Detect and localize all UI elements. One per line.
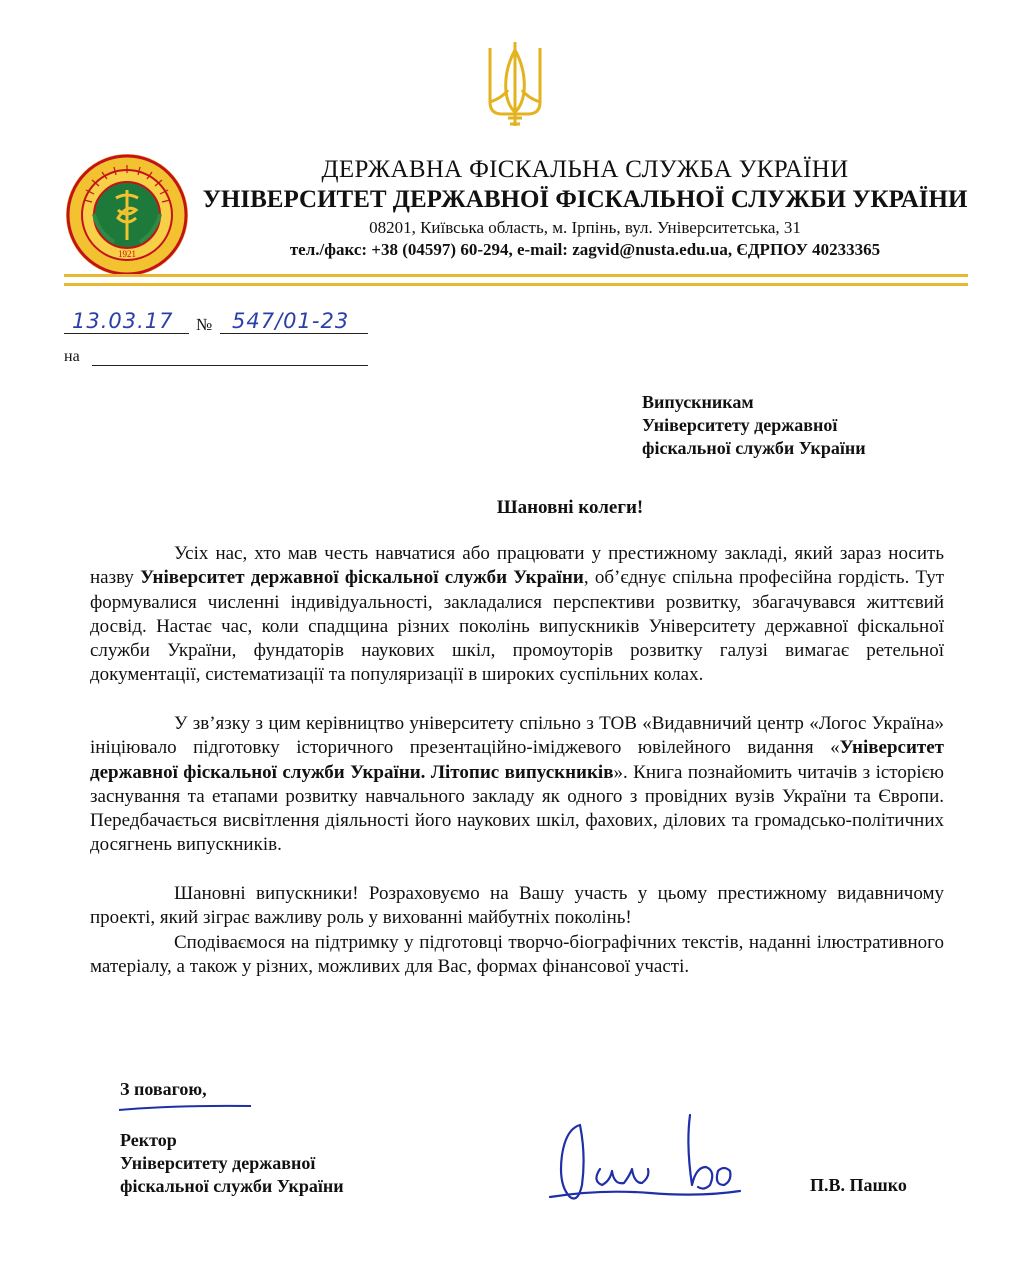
signatory-title: Ректор: [120, 1130, 177, 1150]
body-paragraph-1: Усіх нас, хто мав честь навчатися або працювати у престижному закладі, який зараз носить назву Університет державної фіскальної служби України, об’єднує спільна професійна гордість. Тут формувалися численні індивідуальності, закладалися перспективи розвитку, збагачувався життєвий досвід. Настає час, коли спадщина різних поколінь випускників Університету державної фіскальної служби України, фундаторів наукових шкіл, промоуторів розвитку галузі вимагає ретельної документації, систематизації та популяризації в широких суспільних колах.: [90, 543, 945, 686]
to-underline: [92, 365, 368, 366]
recipient-line-3: фіскальної служби України: [642, 438, 866, 458]
trident-icon: [484, 40, 546, 130]
letter-number: 547/01-23: [232, 309, 350, 333]
closing: З повагою,: [120, 1079, 207, 1099]
university-seal-icon: [64, 152, 190, 278]
org-line-2: УНІВЕРСИТЕТ ДЕРЖАВНОЇ ФІСКАЛЬНОЇ СЛУЖБИ УКРАЇНИ: [202, 186, 968, 213]
address: 08201, Київська область, м. Ірпінь, вул. Університетська, 31: [369, 218, 801, 237]
closing-pen-stroke: [115, 1101, 255, 1113]
to-label: на: [64, 348, 80, 365]
header-divider-top: [64, 274, 968, 277]
body-paragraph-3: Шановні випускники! Розраховуємо на Вашу участь у цьому престижному видавничому проекті, який зіграє важливу роль у вихованні майбутніх поколінь!: [90, 883, 944, 929]
seal-year: 1921: [118, 249, 136, 259]
body-paragraph-4: Сподіваємося на підтримку у підготовці творчо-біографічних текстів, наданні ілюстративного матеріалу, а також у різних, можливих для Вас, формах фінансової участі.: [90, 932, 944, 978]
signatory-name: П.В. Пашко: [810, 1175, 907, 1195]
publication-title-bold: Університет державної фіскальної служби України. Літопис випускників: [90, 737, 944, 783]
university-name-bold: Університет державної фіскальної служби України: [140, 567, 584, 589]
greeting: Шановні колеги!: [496, 497, 644, 518]
letter-date: 13.03.17: [72, 309, 174, 333]
signatory-org-line-1: Університету державної: [120, 1153, 316, 1173]
header-divider-bottom: [64, 283, 968, 286]
body-paragraph-2: У зв’язку з цим керівництво університету спільно з ТОВ «Видавничий центр «Логос Україна» ініціювало підготовку історичного презентаційно-іміджевого ювілейного видання «Університет державної фіскальної служби України. Літопис випускників». Книга познайомить читачів з історією заснування та етапами розвитку навчального закладу як одного з провідних вузів України та Європи. Передбачається висвітлення діяльності його наукових шкіл, фахових, ділових та громадсько-політичних досягнень випускників.: [90, 713, 944, 856]
contacts: тел./факс: +38 (04597) 60-294, e-mail: zagvid@nusta.edu.ua, ЄДРПОУ 40233365: [289, 240, 881, 259]
signatory-org-line-2: фіскальної служби України: [120, 1176, 344, 1196]
number-underline: [220, 333, 368, 334]
org-line-1: ДЕРЖАВНА ФІСКАЛЬНА СЛУЖБА УКРАЇНИ: [321, 156, 849, 183]
recipient-line-1: Випускникам: [642, 392, 754, 412]
number-sign: №: [196, 315, 213, 334]
handwritten-signature: [540, 1105, 780, 1215]
recipient-line-2: Університету державної: [642, 415, 838, 435]
date-underline: [64, 333, 189, 334]
